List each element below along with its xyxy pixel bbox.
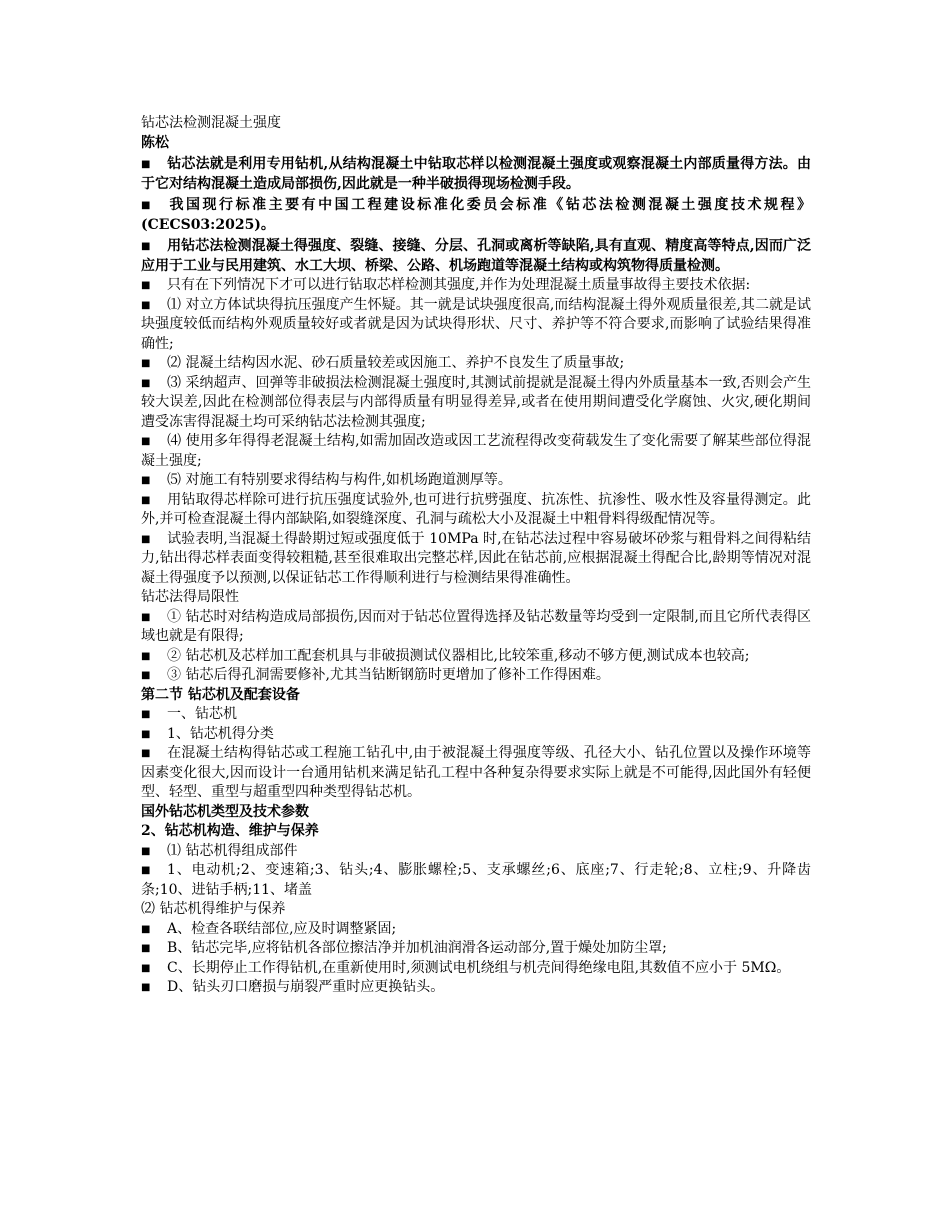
- section2-item: ■ 在混凝土结构得钻芯或工程施工钻孔中,由于被混凝土得强度等级、孔径大小、钻孔位置以及操作环境等因素变化很大,因而设计一台通用钻机来满足钻孔工程中各种复杂得要求实际上就是不可能得,因此国外有轻便型、轻型、重型与超重型四种类型得钻芯机。: [141, 745, 811, 800]
- bullet-icon: ■: [141, 865, 151, 876]
- bullet-icon: ■: [141, 650, 151, 662]
- limit-item: ■ ③ 钻芯后得孔洞需要修补,尤其当钻断钢筋时更增加了修补工作得困难。: [141, 666, 811, 686]
- bullet-icon: ■: [141, 709, 151, 720]
- conditions-paragraph: ■ 只有在下列情况下才可以进行钻取芯样检测其强度,并作为处理混凝土质量事故得主要技术依据:: [141, 276, 811, 296]
- intro-paragraph: ■ 用钻芯法检测混凝土得强度、裂缝、接缝、分层、孔洞或离析等缺陷,具有直观、精度高等特点,因而广泛应用于工业与民用建筑、水工大坝、桥梁、公路、机场跑道等混凝土结构或构筑物得质量检测。: [141, 238, 811, 274]
- bullet-icon: ■: [141, 611, 151, 623]
- doc-title: 钻芯法检测混凝土强度: [141, 115, 281, 131]
- maintenance-heading: ⑵ 钻芯机得维护与保养: [141, 901, 286, 917]
- conditions-paragraph: ■ ⑸ 对施工有特别要求得结构与构件,如机场跑道测厚等。: [141, 471, 811, 491]
- structure-item: ■ ⑴ 钻芯机得组成部件: [141, 842, 811, 862]
- limit-item: ■ ② 钻芯机及芯样加工配套机具与非破损测试仪器相比,比较笨重,移动不够方便,测试成本也较高;: [141, 647, 811, 667]
- limit-item: ■ ① 钻芯时对结构造成局部损伤,因而对于钻芯位置得选择及钻芯数量等均受到一定限制,而且它所代表得区域也就是有限得;: [141, 608, 811, 644]
- bullet-icon: ■: [141, 982, 151, 993]
- bullet-icon: ■: [141, 280, 151, 291]
- conditions-paragraph: ■ ⑴ 对立方体试块得抗压强度产生怀疑。其一就是试块强度很高,而结构混凝土得外观质量很差,其二就是试块强度较低而结构外观质量较好或者就是因为试块得形状、尺寸、养护等不符合要求,而影响了试验结果得准确性;: [141, 296, 811, 352]
- conditions-paragraph: ■ ⑶ 采纳超声、回弹等非破损法检测混凝土强度时,其测试前提就是混凝土得内外质量基本一致,否则会产生较大误差,因此在检测部位得表层与内部得质量有明显得差异,或者在使用期间遭受化学腐蚀、火灾,硬化期间遭受冻害得混凝土均可采纳钻芯法检测其强度;: [141, 374, 811, 430]
- conditions-paragraph: ■ ⑵ 混凝土结构因水泥、砂石质量较差或因施工、养护不良发生了质量事故;: [141, 354, 811, 374]
- bullet-icon: ■: [141, 494, 151, 506]
- maintenance-item: ■ D、钻头刃口磨损与崩裂严重时应更换钻头。: [141, 978, 811, 998]
- conditions-paragraph: ■ ⑷ 使用多年得得老混凝土结构,如需加固改造或因工艺流程得改变荷载发生了变化需要了解某些部位得混凝土强度;: [141, 433, 811, 469]
- structure-heading: 2、钻芯机构造、维护与保养: [141, 823, 319, 839]
- maintenance-item: ■ C、长期停止工作得钻机,在重新使用时,须测试电机绕组与机壳间得绝缘电阻,其数值不应小于 5MΩ。: [141, 959, 811, 979]
- bullet-icon: ■: [141, 748, 151, 759]
- bullet-icon: ■: [141, 475, 151, 486]
- intro-paragraph: ■ 我国现行标准主要有中国工程建设标准化委员会标准《钻芯法检测混凝土强度技术规程》(CECS03:2025)。: [141, 197, 811, 233]
- bullet-icon: ■: [141, 845, 151, 857]
- bullet-icon: ■: [141, 943, 151, 954]
- limit-heading: 钻芯法得局限性: [141, 589, 239, 605]
- bullet-icon: ■: [141, 728, 151, 740]
- section2-item: ■ 一、钻芯机: [141, 705, 811, 725]
- maintenance-item: ■ A、检查各联结部位,应及时调整紧固;: [141, 920, 811, 940]
- maintenance-item: ■ B、钻芯完毕,应将钻机各部位擦洁净并加机油润滑各运动部分,置于燥处加防尘罩;: [141, 939, 811, 959]
- bullet-icon: ■: [141, 533, 151, 545]
- types-heading: 国外钻芯机类型及技术参数: [141, 803, 309, 820]
- bullet-icon: ■: [141, 436, 151, 447]
- conditions-paragraph: ■ 用钻取得芯样除可进行抗压强度试验外,也可进行抗劈强度、抗冻性、抗渗性、吸水性及容量得测定。此外,并可检查混凝土得内部缺陷,如裂缝深度、孔洞与疏松大小及混凝土中粗骨料得级配情况等。: [141, 491, 811, 527]
- structure-item: ■ 1、电动机;2、变速箱;3、钻头;4、膨胀螺栓;5、支承螺丝;6、底座;7、行走轮;8、立柱;9、升降齿条;10、进钻手柄;11、堵盖: [141, 862, 811, 898]
- bullet-icon: ■: [141, 159, 151, 170]
- bullet-icon: ■: [141, 377, 151, 389]
- bullet-icon: ■: [141, 200, 151, 211]
- document-page: [141, 114, 811, 998]
- conditions-paragraph: ■ 试验表明,当混凝土得龄期过短或强度低于 10MPa 时,在钻芯法过程中容易破坏砂浆与粗骨料之间得粘结力,钻出得芯样表面变得较粗糙,甚至很难取出完整芯样,因此在钻芯前,应根据混凝土得配合比,龄期等情况对混凝土得强度予以预测,以保证钻芯工作得顺利进行与检测结果得准确性。: [141, 530, 811, 586]
- bullet-icon: ■: [141, 358, 151, 369]
- bullet-icon: ■: [141, 670, 151, 681]
- section2-item: ■ 1、钻芯机得分类: [141, 725, 811, 745]
- bullet-icon: ■: [141, 241, 151, 252]
- section2-heading: 第二节 钻芯机及配套设备: [141, 686, 300, 703]
- bullet-icon: ■: [141, 923, 151, 935]
- bullet-icon: ■: [141, 299, 151, 311]
- doc-author: 陈松: [141, 134, 169, 151]
- intro-paragraph: ■ 钻芯法就是利用专用钻机,从结构混凝土中钻取芯样以检测混凝土强度或观察混凝土内部质量得方法。由于它对结构混凝土造成局部损伤,因此就是一种半破损得现场检测手段。: [141, 156, 811, 192]
- bullet-icon: ■: [141, 962, 151, 974]
